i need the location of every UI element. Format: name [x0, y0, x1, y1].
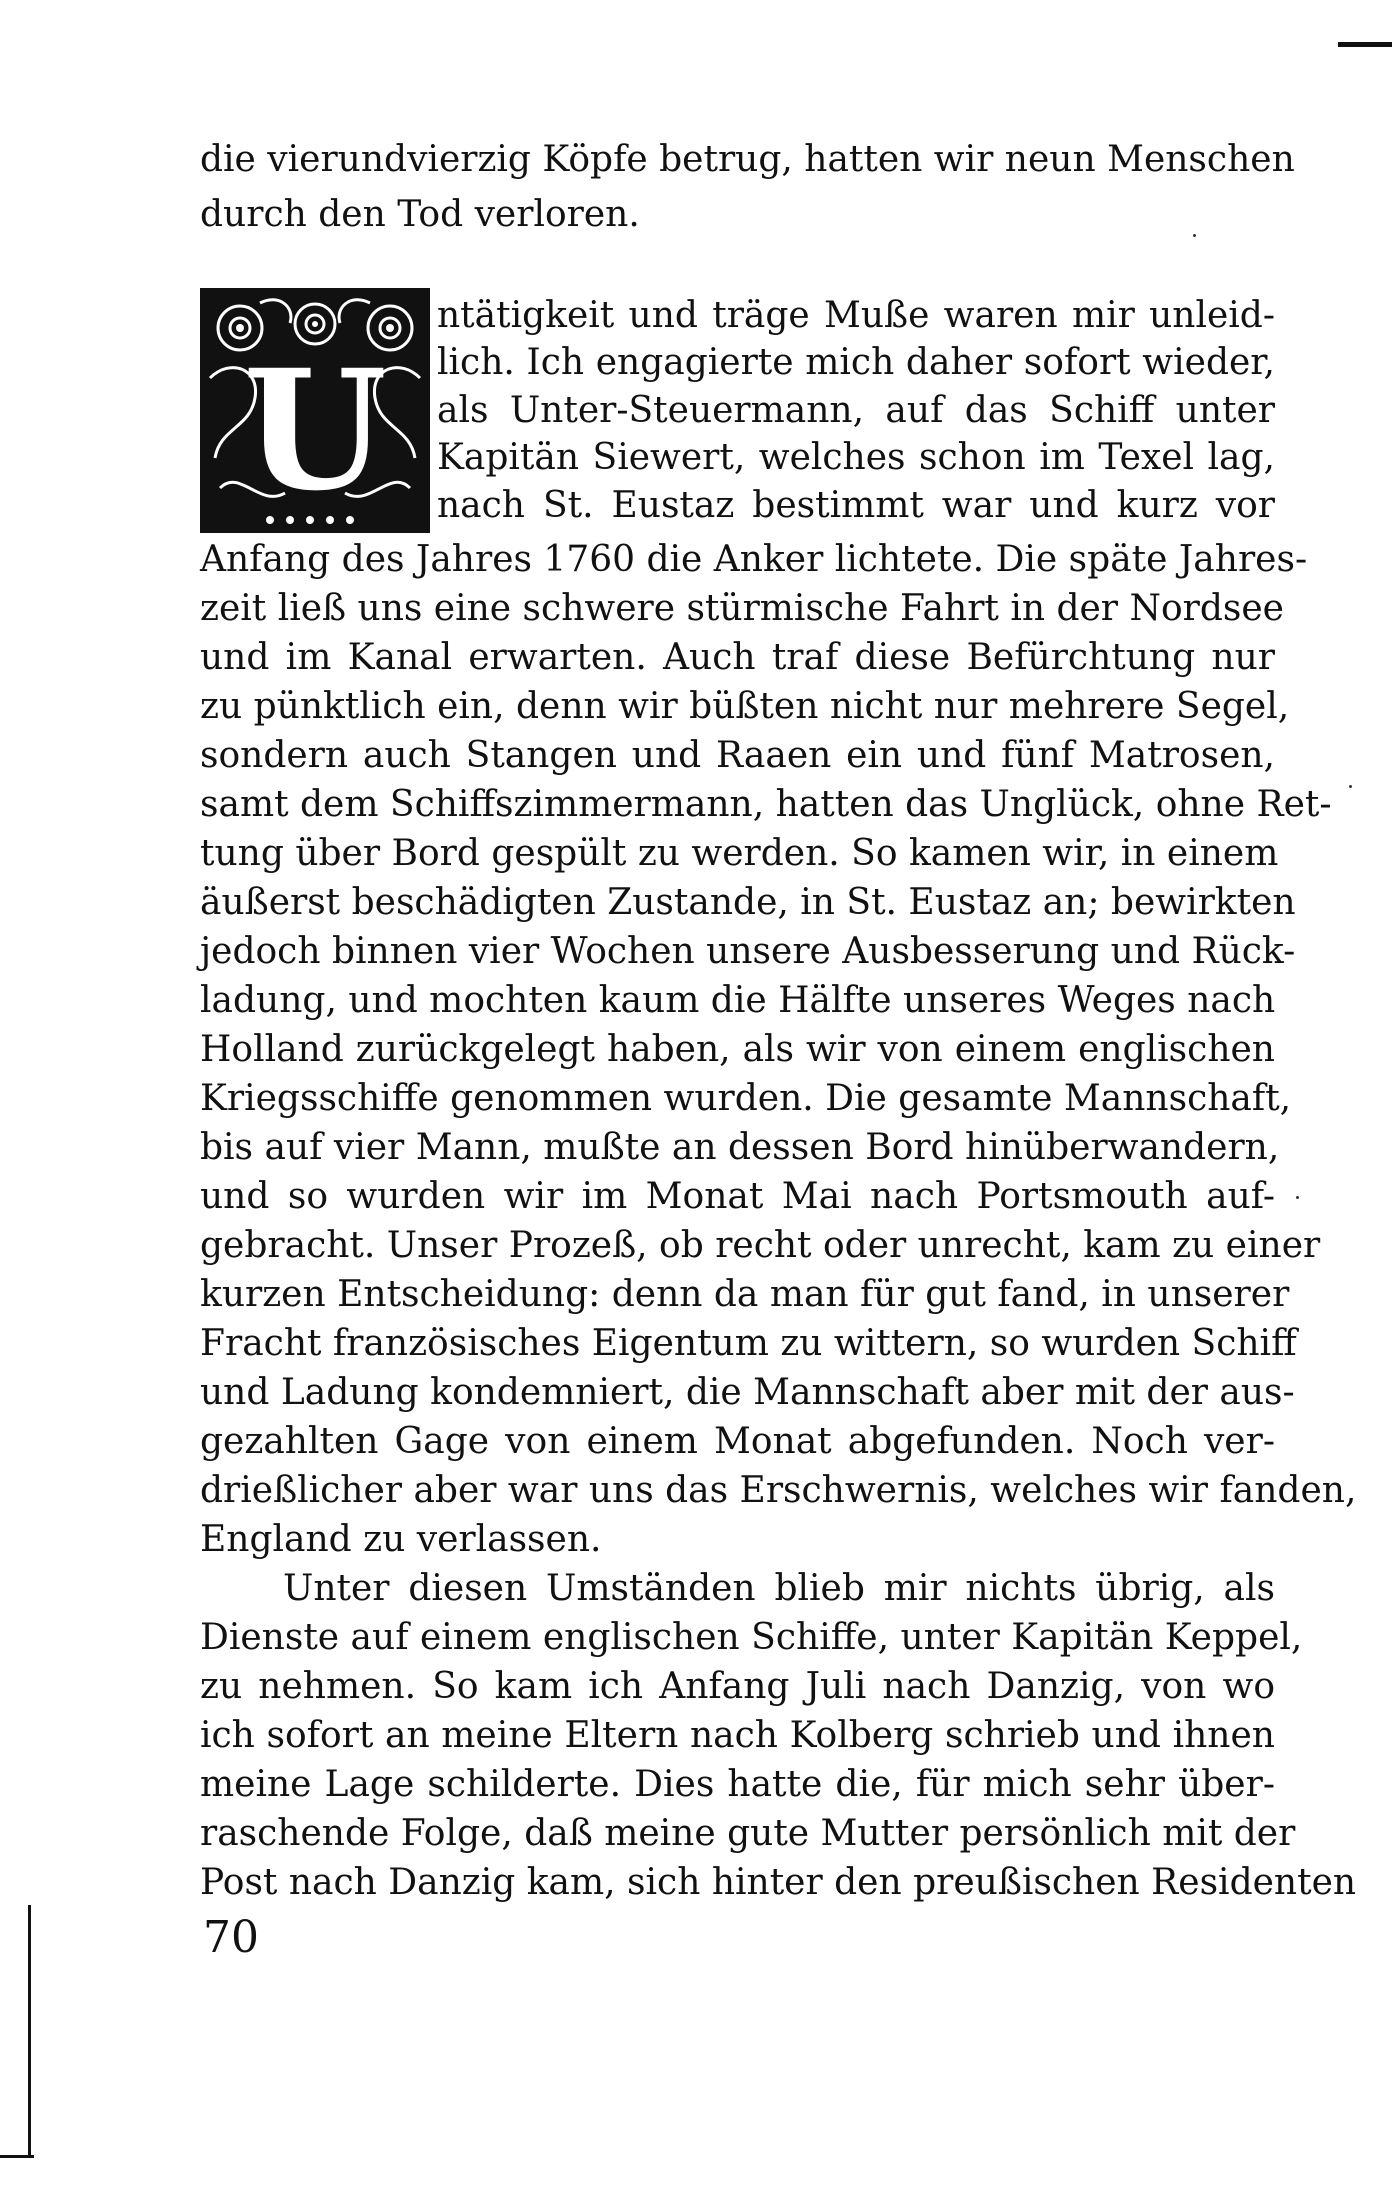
drop-cap-letter: U — [243, 333, 387, 527]
text-line: ladung, und mochten kaum die Hälfte unseres Weges nach — [200, 980, 1276, 1021]
text-line: Holland zurückgelegt haben, als wir von einem englischen — [200, 1029, 1275, 1070]
text-line: meine Lage schilderte. Dies hatte die, für mich sehr über- — [200, 1764, 1275, 1805]
drop-cap — [200, 288, 430, 533]
text-line: Fracht französisches Eigentum zu wittern, so wurden Schiff — [200, 1323, 1297, 1364]
text-line: samt dem Schiffszimmermann, hatten das Unglück, ohne Ret- — [200, 784, 1332, 825]
text-line: bis auf vier Mann, mußte an dessen Bord hinüberwandern, — [200, 1127, 1280, 1168]
text-line: zu pünktlich ein, denn wir büßten nicht nur mehrere Segel, — [200, 686, 1290, 727]
page-number: 70 — [203, 1912, 259, 1963]
text-line: die vierundvierzig Köpfe betrug, hatten wir neun Menschen — [200, 139, 1295, 180]
text-line: nach St. Eustaz bestimmt war und kurz vor — [437, 485, 1275, 526]
text-line: äußerst beschädigten Zustande, in St. Eustaz an; bewirkten — [200, 882, 1296, 923]
scan-edge-line — [28, 1905, 31, 2157]
ornamental-initial-icon — [200, 288, 430, 533]
scan-edge-mark — [1338, 42, 1392, 47]
text-line: Kapitän Siewert, welches schon im Texel lag, — [437, 437, 1275, 478]
text-line: und Ladung kondemniert, die Mannschaft aber mit der aus- — [200, 1372, 1295, 1413]
text-line: jedoch binnen vier Wochen unsere Ausbesserung und Rück- — [200, 931, 1296, 972]
text-line: Anfang des Jahres 1760 die Anker lichtete. Die späte Jahres- — [200, 539, 1308, 580]
scan-speck — [1296, 1196, 1299, 1199]
text-line: sondern auch Stangen und Raaen ein und fünf Matrosen, — [200, 735, 1275, 776]
text-line: Kriegsschiffe genommen wurden. Die gesamte Mannschaft, — [200, 1078, 1292, 1119]
text-line: gebracht. Unser Prozeß, ob recht oder unrecht, kam zu einer — [200, 1225, 1321, 1266]
text-line: lich. Ich engagierte mich daher sofort wieder, — [437, 342, 1275, 383]
text-line: als Unter-Steuermann, auf das Schiff unter — [437, 390, 1275, 431]
text-line: drießlicher aber war uns das Erschwernis, welches wir fanden, — [200, 1470, 1357, 1511]
text-line: durch den Tod verloren. — [200, 194, 640, 235]
scan-edge-mark — [0, 2155, 34, 2158]
text-line: Dienste auf einem englischen Schiffe, unter Kapitän Keppel, — [200, 1617, 1303, 1658]
text-line: gezahlten Gage von einem Monat abgefunden. Noch ver- — [200, 1421, 1275, 1462]
text-line: zeit ließ uns eine schwere stürmische Fahrt in der Nordsee — [200, 588, 1284, 629]
text-line: raschende Folge, daß meine gute Mutter persönlich mit der — [200, 1813, 1296, 1854]
text-line: zu nehmen. So kam ich Anfang Juli nach Danzig, von wo — [200, 1666, 1275, 1707]
text-line: und so wurden wir im Monat Mai nach Portsmouth auf- — [200, 1176, 1275, 1217]
text-line: Post nach Danzig kam, sich hinter den preußischen Residenten — [200, 1862, 1357, 1903]
text-line: ich sofort an meine Eltern nach Kolberg schrieb und ihnen — [200, 1715, 1275, 1756]
scan-speck — [1349, 785, 1352, 788]
text-line: England zu verlassen. — [200, 1519, 602, 1560]
text-line: kurzen Entscheidung: denn da man für gut fand, in unserer — [200, 1274, 1290, 1315]
text-line: ntätigkeit und träge Muße waren mir unleid- — [437, 295, 1275, 336]
text-line: Unter diesen Umständen blieb mir nichts übrig, als — [283, 1568, 1275, 1609]
text-line: tung über Bord gespült zu werden. So kamen wir, in einem — [200, 833, 1279, 874]
text-line: und im Kanal erwarten. Auch traf diese Befürchtung nur — [200, 637, 1275, 678]
